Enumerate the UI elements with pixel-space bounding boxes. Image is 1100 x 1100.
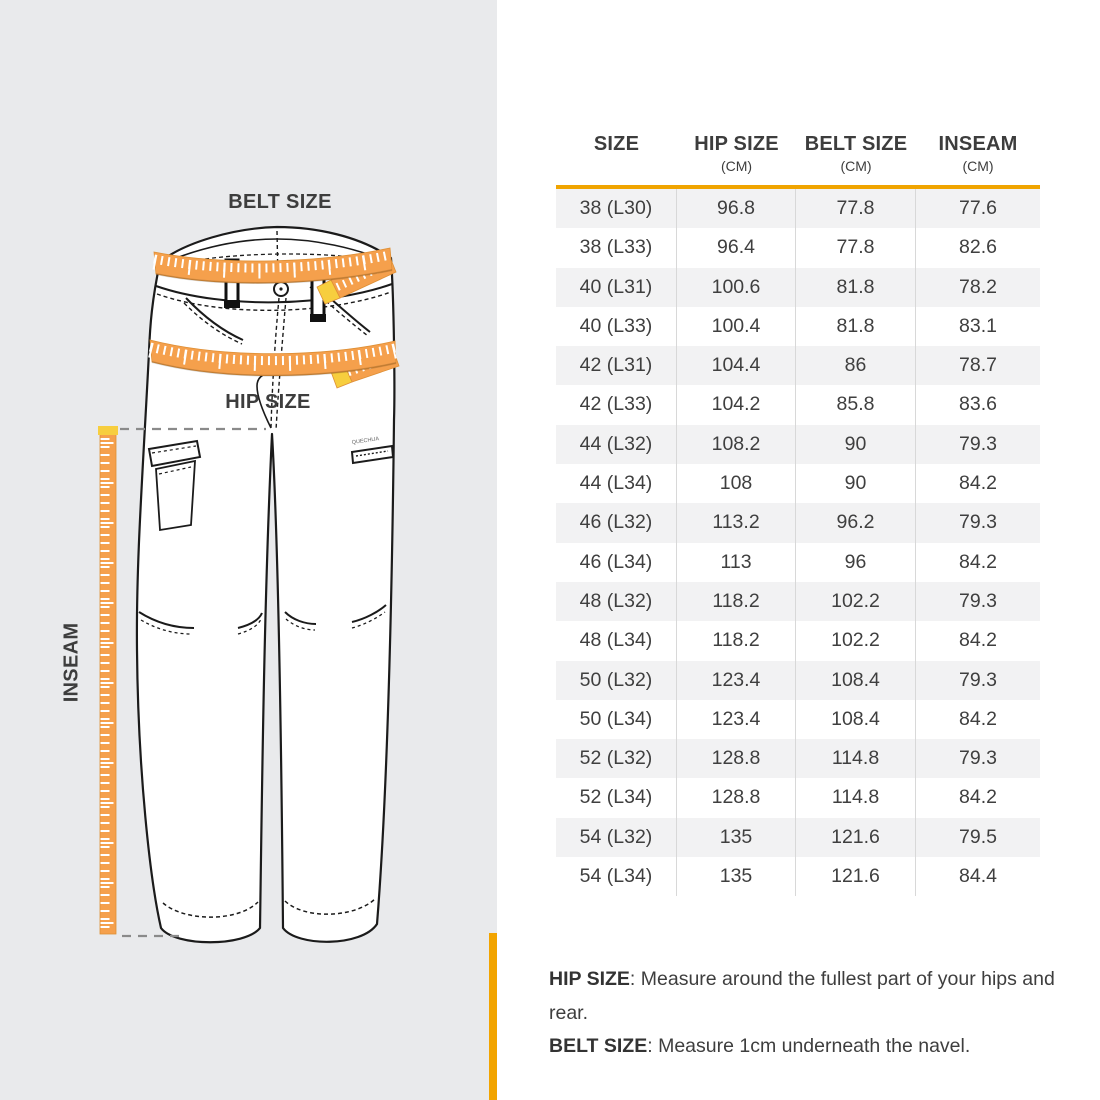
cell-size: 48 (L34) <box>556 621 677 660</box>
cell-size: 40 (L33) <box>556 307 677 346</box>
cell-hip-size: 96.8 <box>677 189 796 228</box>
table-row <box>556 621 1040 660</box>
diagram-panel <box>0 0 497 1100</box>
size-table-header <box>556 133 1040 185</box>
cell-belt-size: 90 <box>796 425 916 464</box>
cell-belt-size: 114.8 <box>796 778 916 817</box>
cell-hip-size: 135 <box>677 818 796 857</box>
measurement-notes <box>549 963 1079 1064</box>
belt-size-note-text: : Measure 1cm underneath the navel. <box>647 1035 971 1057</box>
cell-inseam: 84.2 <box>959 786 997 809</box>
table-row <box>556 307 1040 346</box>
table-row <box>556 346 1040 385</box>
cell-hip-size: 108 <box>677 464 796 503</box>
column-header-inseam: INSEAM (CM) <box>938 133 1018 174</box>
table-row <box>556 700 1040 739</box>
cell-inseam: 84.2 <box>959 550 997 573</box>
cell-inseam: 84.2 <box>959 707 997 730</box>
cell-belt-size: 108.4 <box>796 700 916 739</box>
table-row <box>556 661 1040 700</box>
belt-size-note <box>549 1030 1079 1064</box>
cell-inseam: 84.4 <box>959 865 997 888</box>
cell-size: 50 (L34) <box>556 700 677 739</box>
size-table-body <box>556 189 1040 896</box>
cell-inseam: 84.2 <box>959 472 997 495</box>
inseam-label: INSEAM <box>60 622 83 703</box>
cell-hip-size: 108.2 <box>677 425 796 464</box>
cell-hip-size: 113.2 <box>677 503 796 542</box>
cell-size: 42 (L31) <box>556 346 677 385</box>
column-header-belt-size: BELT SIZE (CM) <box>804 133 908 174</box>
cell-hip-size: 118.2 <box>677 621 796 660</box>
cell-size: 50 (L32) <box>556 661 677 700</box>
cell-hip-size: 128.8 <box>677 778 796 817</box>
cell-inseam: 83.1 <box>959 314 997 337</box>
column-header-hip-size: HIP SIZE (CM) <box>694 133 779 174</box>
cell-belt-size: 102.2 <box>796 582 916 621</box>
cell-belt-size: 121.6 <box>796 818 916 857</box>
belt-size-note-term: BELT SIZE <box>549 1035 648 1057</box>
cell-inseam: 79.3 <box>959 747 997 770</box>
belt-size-label: BELT SIZE <box>228 191 332 213</box>
cell-inseam: 79.3 <box>959 668 997 691</box>
cell-inseam: 79.3 <box>959 589 997 612</box>
cell-size: 38 (L33) <box>556 228 677 267</box>
cell-size: 38 (L30) <box>556 189 677 228</box>
cell-size: 44 (L32) <box>556 425 677 464</box>
cell-hip-size: 118.2 <box>677 582 796 621</box>
cell-hip-size: 100.4 <box>677 307 796 346</box>
cell-inseam: 84.2 <box>959 629 997 652</box>
cell-belt-size: 96 <box>796 543 916 582</box>
size-table <box>556 133 1040 896</box>
accent-bar <box>489 933 497 1100</box>
cell-belt-size: 102.2 <box>796 621 916 660</box>
table-row <box>556 503 1040 542</box>
cell-hip-size: 96.4 <box>677 228 796 267</box>
table-row <box>556 582 1040 621</box>
cell-belt-size: 77.8 <box>796 228 916 267</box>
cell-size: 54 (L34) <box>556 857 677 896</box>
cell-size: 52 (L32) <box>556 739 677 778</box>
column-header-size: SIZE <box>593 133 640 155</box>
cell-size: 44 (L34) <box>556 464 677 503</box>
hip-size-note-text: : Measure around the fullest part of your hips and rear. <box>549 968 1055 1024</box>
cell-size: 42 (L33) <box>556 385 677 424</box>
cell-hip-size: 100.6 <box>677 268 796 307</box>
cell-hip-size: 123.4 <box>677 700 796 739</box>
table-row <box>556 464 1040 503</box>
waist-button <box>274 282 288 296</box>
table-row <box>556 268 1040 307</box>
table-row <box>556 228 1040 267</box>
hip-size-note-term: HIP SIZE <box>549 968 630 990</box>
table-row <box>556 857 1040 896</box>
cell-belt-size: 108.4 <box>796 661 916 700</box>
cell-inseam: 77.6 <box>959 197 997 219</box>
table-row <box>556 543 1040 582</box>
cell-belt-size: 85.8 <box>796 385 916 424</box>
brand-label: QUECHUA <box>351 436 380 446</box>
cell-inseam: 79.3 <box>959 432 997 455</box>
cell-belt-size: 96.2 <box>796 503 916 542</box>
cell-inseam: 79.5 <box>959 825 997 848</box>
cell-size: 40 (L31) <box>556 268 677 307</box>
cell-hip-size: 113 <box>677 543 796 582</box>
cell-size: 46 (L32) <box>556 503 677 542</box>
cell-belt-size: 81.8 <box>796 268 916 307</box>
cell-hip-size: 104.2 <box>677 385 796 424</box>
table-row <box>556 778 1040 817</box>
cell-inseam: 78.2 <box>959 275 997 298</box>
cell-hip-size: 135 <box>677 857 796 896</box>
cell-size: 54 (L32) <box>556 818 677 857</box>
table-row <box>556 425 1040 464</box>
cell-inseam: 79.3 <box>959 511 997 534</box>
cell-size: 52 (L34) <box>556 778 677 817</box>
cell-size: 48 (L32) <box>556 582 677 621</box>
pants-diagram <box>0 0 497 1100</box>
cell-size: 46 (L34) <box>556 543 677 582</box>
inseam-ruler <box>98 426 118 934</box>
cell-belt-size: 90 <box>796 464 916 503</box>
cell-inseam: 83.6 <box>959 393 997 416</box>
table-row <box>556 739 1040 778</box>
cell-hip-size: 128.8 <box>677 739 796 778</box>
cell-hip-size: 104.4 <box>677 346 796 385</box>
cell-hip-size: 123.4 <box>677 661 796 700</box>
cell-belt-size: 81.8 <box>796 307 916 346</box>
hip-size-label: HIP SIZE <box>225 391 311 413</box>
hip-size-note <box>549 963 1079 1030</box>
table-row <box>556 189 1040 228</box>
cell-inseam: 78.7 <box>959 354 997 377</box>
cell-belt-size: 114.8 <box>796 739 916 778</box>
cell-belt-size: 77.8 <box>796 189 916 228</box>
cell-belt-size: 121.6 <box>796 857 916 896</box>
table-row <box>556 385 1040 424</box>
cell-inseam: 82.6 <box>959 236 997 259</box>
table-row <box>556 818 1040 857</box>
pants-outline <box>137 227 394 942</box>
cell-belt-size: 86 <box>796 346 916 385</box>
